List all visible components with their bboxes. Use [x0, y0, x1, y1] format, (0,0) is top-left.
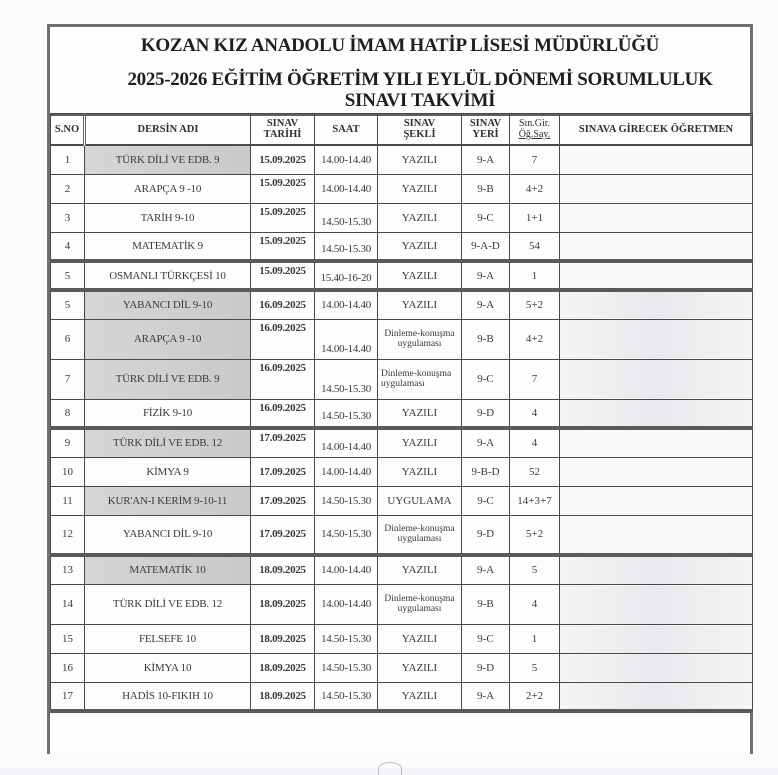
row-exam-date: 17.09.2025 [251, 457, 315, 486]
row-sno: 6 [51, 319, 85, 359]
row-exam-place: 9-B [462, 584, 510, 624]
header-type-line-1: SINAV [403, 118, 436, 129]
row-exam-place: 9-A [462, 682, 510, 711]
row-exam-time: 14.50-15.30 [315, 203, 378, 232]
row-teacher-field[interactable] [560, 515, 753, 555]
row-teacher-field[interactable] [560, 359, 753, 399]
row-exam-type: YAZILI [378, 457, 462, 486]
row-exam-date: 16.09.2025 [251, 290, 315, 319]
row-exam-time: 14.00-14.40 [315, 428, 378, 457]
row-sno: 13 [51, 555, 85, 584]
row-exam-time: 14.50-15.30 [315, 399, 378, 428]
row-exam-place: 9-B-D [462, 457, 510, 486]
row-exam-place: 9-C [462, 486, 510, 515]
table-row [51, 232, 753, 261]
header-sno: S.NO [51, 114, 85, 146]
row-sno: 8 [51, 399, 85, 428]
schedule-title-line-2: SINAVI TAKVİMİ [344, 90, 496, 111]
row-sno: 1 [51, 145, 85, 174]
header-type [378, 114, 462, 146]
row-sno: 3 [51, 203, 85, 232]
row-exam-place: 9-C [462, 624, 510, 653]
table-row [51, 555, 753, 584]
row-exam-time: 14.00-14.40 [315, 457, 378, 486]
row-exam-date: 17.09.2025 [251, 428, 315, 457]
row-sno: 16 [51, 653, 85, 682]
row-student-count: 5 [510, 653, 560, 682]
table-row [51, 515, 753, 555]
table-row [51, 174, 753, 203]
row-exam-date: 18.09.2025 [251, 555, 315, 584]
exam-schedule-table [50, 113, 753, 713]
row-student-count: 1+1 [510, 203, 560, 232]
row-exam-type: YAZILI [378, 428, 462, 457]
row-exam-date: 17.09.2025 [251, 515, 315, 555]
row-course-name: ARAPÇA 9 -10 [85, 174, 251, 203]
row-exam-date: 17.09.2025 [251, 486, 315, 515]
row-sno: 5 [51, 290, 85, 319]
header-teacher: SINAVA GİRECEK ÖĞRETMEN [560, 114, 753, 146]
row-student-count: 52 [510, 457, 560, 486]
row-exam-type: YAZILI [378, 261, 462, 290]
row-exam-place: 9-A [462, 290, 510, 319]
row-exam-place: 9-A [462, 261, 510, 290]
row-course-name: HADİS 10-FIKIH 10 [85, 682, 251, 711]
header-time: SAAT [315, 114, 378, 146]
row-exam-date: 16.09.2025 [251, 319, 315, 359]
title-block [50, 27, 750, 116]
row-student-count: 4 [510, 399, 560, 428]
table-row [51, 203, 753, 232]
row-exam-date: 18.09.2025 [251, 624, 315, 653]
row-sno: 9 [51, 428, 85, 457]
header-date-line-2: TARİHİ [263, 129, 302, 140]
row-student-count: 7 [510, 359, 560, 399]
table-row [51, 653, 753, 682]
row-exam-type: Dinleme-konuşma uygulaması [378, 319, 462, 359]
header-count-line-1: Sın.Gir. [518, 118, 551, 129]
row-student-count: 14+3+7 [510, 486, 560, 515]
row-sno: 15 [51, 624, 85, 653]
table-header-row [51, 114, 753, 146]
row-exam-time: 14.00-14.40 [315, 319, 378, 359]
row-course-name: MATEMATİK 9 [85, 232, 251, 261]
header-course: DERSİN ADI [85, 114, 251, 146]
row-exam-place: 9-D [462, 515, 510, 555]
header-place-line-1: SINAV [469, 118, 502, 129]
schedule-title-line-1: 2025-2026 EĞİTİM ÖĞRETİM YILI EYLÜL DÖNEMİ SORUMLULUK [127, 69, 713, 90]
row-teacher-field[interactable] [560, 319, 753, 359]
row-exam-type: YAZILI [378, 232, 462, 261]
table-row [51, 624, 753, 653]
header-place [462, 114, 510, 146]
row-exam-place: 9-A [462, 428, 510, 457]
row-exam-type: Dinleme-konuşma uygulaması [378, 515, 462, 555]
row-course-name: FİZİK 9-10 [85, 399, 251, 428]
table-row [51, 486, 753, 515]
row-student-count: 1 [510, 624, 560, 653]
row-course-name: TÜRK DİLİ VE EDB. 9 [85, 145, 251, 174]
row-exam-place: 9-A-D [462, 232, 510, 261]
row-exam-type: YAZILI [378, 653, 462, 682]
row-exam-type: YAZILI [378, 399, 462, 428]
row-exam-date: 18.09.2025 [251, 682, 315, 711]
row-student-count: 4+2 [510, 174, 560, 203]
row-course-name: TÜRK DİLİ VE EDB. 12 [85, 428, 251, 457]
row-course-name: MATEMATİK 10 [85, 555, 251, 584]
row-course-name: KİMYA 10 [85, 653, 251, 682]
row-exam-date: 15.09.2025 [251, 203, 315, 232]
row-exam-place: 9-D [462, 399, 510, 428]
table-row [51, 399, 753, 428]
row-sno: 17 [51, 682, 85, 711]
row-course-name: YABANCI DİL 9-10 [85, 515, 251, 555]
row-sno: 12 [51, 515, 85, 555]
row-course-name: FELSEFE 10 [85, 624, 251, 653]
row-student-count: 4 [510, 584, 560, 624]
row-exam-time: 14.00-14.40 [315, 584, 378, 624]
row-teacher-field[interactable] [560, 584, 753, 624]
row-exam-time: 14.50-15.30 [315, 682, 378, 711]
row-sno: 4 [51, 232, 85, 261]
row-teacher-field[interactable] [560, 428, 753, 457]
row-exam-date: 16.09.2025 [251, 399, 315, 428]
header-type-line-2: ŞEKLİ [403, 129, 436, 140]
row-sno: 14 [51, 584, 85, 624]
row-teacher-field[interactable] [560, 145, 753, 174]
exam-schedule-sheet [47, 24, 753, 754]
row-exam-date: 16.09.2025 [251, 359, 315, 399]
row-exam-time: 14.50-15.30 [315, 486, 378, 515]
row-course-name: TÜRK DİLİ VE EDB. 12 [85, 584, 251, 624]
row-teacher-field[interactable] [560, 290, 753, 319]
table-row [51, 428, 753, 457]
row-exam-date: 18.09.2025 [251, 584, 315, 624]
row-student-count: 4 [510, 428, 560, 457]
table-row [51, 145, 753, 174]
row-sno: 11 [51, 486, 85, 515]
header-place-line-2: YERİ [472, 129, 499, 140]
row-exam-time: 14.00-14.40 [315, 555, 378, 584]
row-teacher-field[interactable] [560, 624, 753, 653]
scan-artifact-mark [378, 762, 402, 775]
row-exam-place: 9-A [462, 145, 510, 174]
schedule-title [50, 69, 750, 111]
table-row [51, 319, 753, 359]
row-teacher-field[interactable] [560, 399, 753, 428]
header-date-line-1: SINAV [266, 118, 299, 129]
row-course-name: KİMYA 9 [85, 457, 251, 486]
row-exam-type: YAZILI [378, 203, 462, 232]
row-course-name: TARİH 9-10 [85, 203, 251, 232]
row-teacher-field[interactable] [560, 261, 753, 290]
table-row [51, 359, 753, 399]
row-exam-type: YAZILI [378, 555, 462, 584]
row-exam-type: YAZILI [378, 624, 462, 653]
row-student-count: 1 [510, 261, 560, 290]
row-teacher-field[interactable] [560, 486, 753, 515]
row-exam-place: 9-C [462, 359, 510, 399]
row-teacher-field[interactable] [560, 682, 753, 711]
row-teacher-field[interactable] [560, 174, 753, 203]
row-exam-place: 9-A [462, 555, 510, 584]
row-student-count: 4+2 [510, 319, 560, 359]
row-exam-type: YAZILI [378, 174, 462, 203]
row-exam-time: 14.00-14.40 [315, 145, 378, 174]
row-exam-time: 14.50-15.30 [315, 232, 378, 261]
row-exam-date: 15.09.2025 [251, 232, 315, 261]
row-teacher-field[interactable] [560, 555, 753, 584]
row-sno: 2 [51, 174, 85, 203]
row-exam-place: 9-B [462, 319, 510, 359]
table-row [51, 261, 753, 290]
header-count-line-2: Öğ.Say. [518, 129, 551, 140]
row-exam-type: YAZILI [378, 682, 462, 711]
row-exam-place: 9-D [462, 653, 510, 682]
row-exam-date: 15.09.2025 [251, 174, 315, 203]
row-exam-type: Dinleme-konuşma uygulaması [378, 584, 462, 624]
row-teacher-field[interactable] [560, 232, 753, 261]
row-exam-time: 14.50-15.30 [315, 624, 378, 653]
row-teacher-field[interactable] [560, 653, 753, 682]
school-name: KOZAN KIZ ANADOLU İMAM HATİP LİSESİ MÜDÜRLÜĞÜ [140, 35, 660, 56]
row-student-count: 5 [510, 555, 560, 584]
row-exam-type: YAZILI [378, 145, 462, 174]
table-row [51, 584, 753, 624]
row-exam-type: UYGULAMA [378, 486, 462, 515]
row-exam-time: 14.00-14.40 [315, 290, 378, 319]
row-teacher-field[interactable] [560, 203, 753, 232]
row-course-name: KUR'AN-I KERİM 9-10-11 [85, 486, 251, 515]
row-exam-place: 9-C [462, 203, 510, 232]
row-student-count: 2+2 [510, 682, 560, 711]
row-teacher-field[interactable] [560, 457, 753, 486]
row-exam-type: Dinleme-konuşma uygulaması [378, 359, 462, 399]
row-student-count: 5+2 [510, 515, 560, 555]
row-exam-time: 14.00-14.40 [315, 174, 378, 203]
table-row [51, 457, 753, 486]
row-course-name: YABANCI DİL 9-10 [85, 290, 251, 319]
row-student-count: 54 [510, 232, 560, 261]
row-exam-time: 14.50-15.30 [315, 653, 378, 682]
row-course-name: TÜRK DİLİ VE EDB. 9 [85, 359, 251, 399]
row-sno: 5 [51, 261, 85, 290]
row-exam-place: 9-B [462, 174, 510, 203]
row-sno: 7 [51, 359, 85, 399]
row-exam-date: 15.09.2025 [251, 145, 315, 174]
row-exam-time: 14.50-15.30 [315, 515, 378, 555]
row-exam-time: 15.40-16-20 [315, 261, 378, 290]
header-count [510, 114, 560, 146]
row-exam-type: YAZILI [378, 290, 462, 319]
row-course-name: ARAPÇA 9 -10 [85, 319, 251, 359]
row-course-name: OSMANLI TÜRKÇESİ 10 [85, 261, 251, 290]
table-row [51, 682, 753, 711]
table-row [51, 290, 753, 319]
row-exam-date: 15.09.2025 [251, 261, 315, 290]
row-student-count: 7 [510, 145, 560, 174]
row-student-count: 5+2 [510, 290, 560, 319]
header-date [251, 114, 315, 146]
row-exam-date: 18.09.2025 [251, 653, 315, 682]
row-exam-time: 14.50-15.30 [315, 359, 378, 399]
row-sno: 10 [51, 457, 85, 486]
